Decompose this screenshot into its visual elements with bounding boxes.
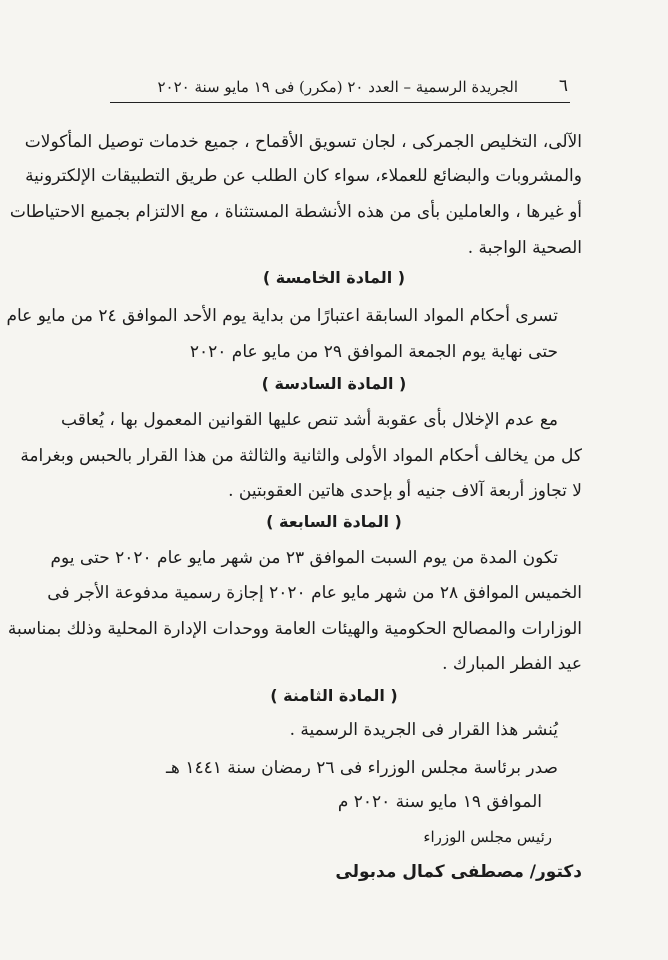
issued-line: صدر برئاسة مجلس الوزراء فى ٢٦ رمضان سنة ١٤٤١ هـ (165, 758, 558, 778)
article-heading: ( المادة السادسة ) (261, 374, 407, 393)
paragraph-line: الخميس الموافق ٢٨ من شهر مايو عام ٢٠٢٠ إجازة رسمية مدفوعة الأجر فى (47, 583, 582, 603)
paragraph-line: حتى نهاية يوم الجمعة الموافق ٢٩ من مايو عام ٢٠٢٠ (189, 342, 558, 362)
article-heading: ( المادة السابعة ) (266, 512, 402, 531)
issued-line: الموافق ١٩ مايو سنة ٢٠٢٠ م (337, 792, 542, 812)
paragraph-line: تكون المدة من يوم السبت الموافق ٢٣ من شهر مايو عام ٢٠٢٠ حتى يوم (50, 548, 558, 568)
paragraph-line: الصحية الواجبة . (467, 238, 582, 258)
paragraph-line: تسرى أحكام المواد السابقة اعتبارًا من بداية يوم الأحد الموافق ٢٤ من مايو عام (6, 306, 558, 326)
article-heading: ( المادة الثامنة ) (270, 686, 398, 705)
page-header (110, 72, 570, 103)
paragraph-line: والمشروبات والبضائع للعملاء، سواء كان الطلب عن طريق التطبيقات الإلكترونية (25, 166, 582, 186)
paragraph-line: كل من يخالف أحكام المواد الأولى والثانية والثالثة من هذا القرار بالحبس وبغرامة (20, 446, 582, 466)
signature-name: دكتور/ مصطفى كمال مدبولى (335, 862, 582, 882)
signature-title: رئيس مجلس الوزراء (423, 828, 552, 846)
paragraph-line: يُنشر هذا القرار فى الجريدة الرسمية . (289, 720, 558, 740)
article-heading: ( المادة الخامسة ) (262, 268, 406, 287)
paragraph-line: عيد الفطر المبارك . (442, 654, 582, 674)
paragraph-line: لا تجاوز أربعة آلاف جنيه أو بإحدى هاتين العقوبتين . (228, 481, 582, 501)
paragraph-line: أو غيرها ، والعاملين بأى من هذه الأنشطة المستثناة ، مع الالتزام بجميع الاحتياطات (9, 202, 582, 222)
header-title: الجريدة الرسمية – العدد ٢٠ (مكرر) فى ١٩ مايو سنة ٢٠٢٠ (157, 78, 518, 96)
page-number: ٦ (558, 76, 568, 96)
paragraph-line: الآلى، التخليص الجمركى ، لجان تسويق الأقماح ، جميع خدمات توصيل المأكولات (24, 132, 582, 152)
paragraph-line: الوزارات والمصالح الحكومية والهيئات العامة ووحدات الإدارة المحلية وذلك بمناسبة (7, 619, 582, 639)
paragraph-line: مع عدم الإخلال بأى عقوبة أشد تنص عليها القوانين المعمول بها ، يُعاقب (61, 410, 558, 430)
